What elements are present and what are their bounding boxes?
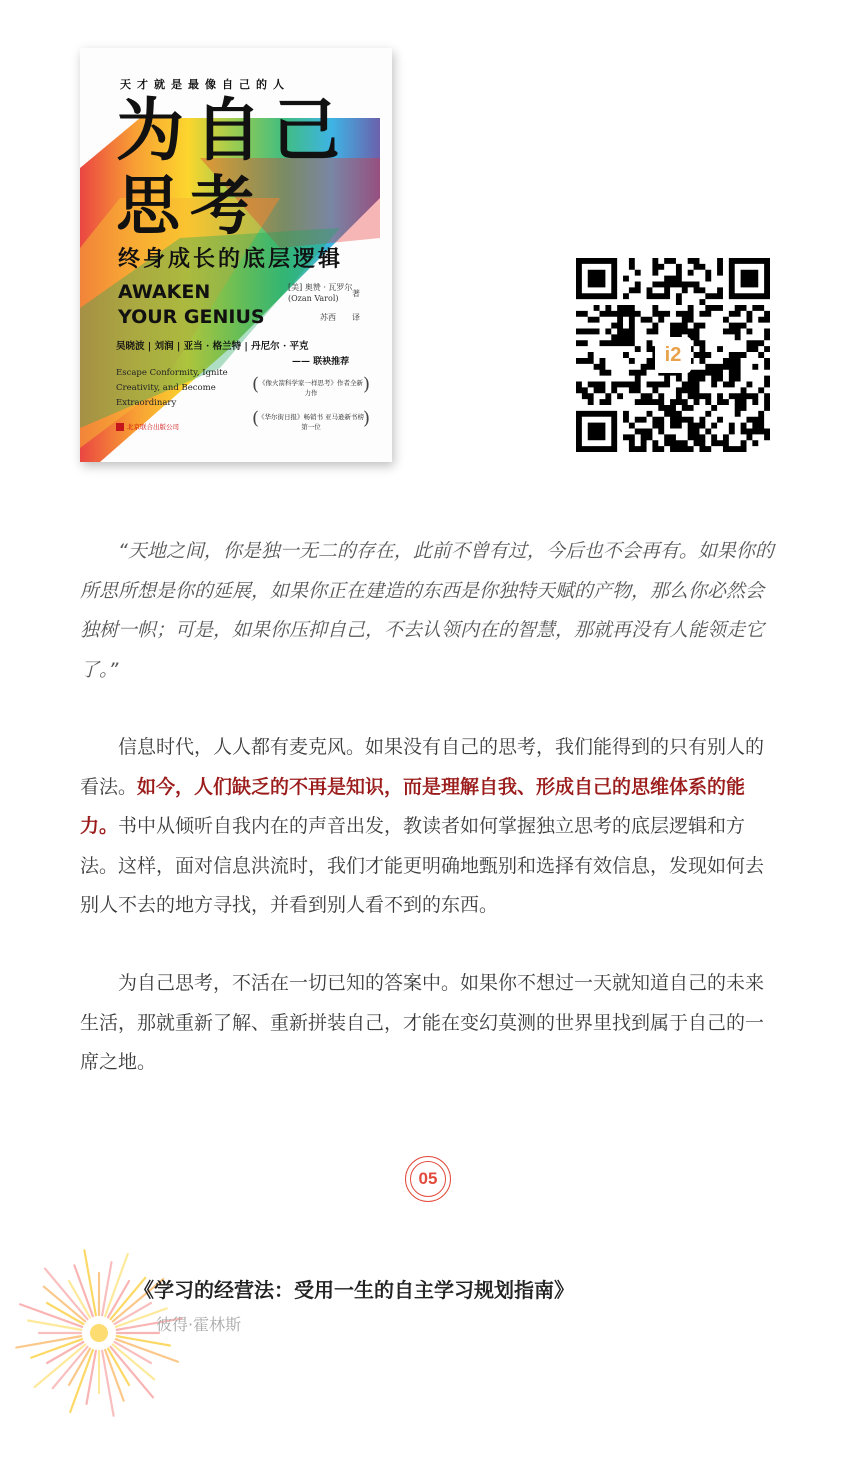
book-quote: “天地之间，你是独一无二的存在，此前不曾有过，今后也不会再有。如果你的所思所想是你的延展，如果你正在建造的东西是你独特天赋的产物，那么你必然会独树一帜；可是，如果你压抑自己，不去认领内在的智慧，那就再没有人能领走它了。” [80, 540, 774, 681]
qr-code[interactable] [576, 258, 770, 452]
next-book-author: 彼得·霍林斯 [156, 1315, 242, 1334]
cover-badge: ( 《华尔街日报》畅销书 亚马逊新书榜第一位 ) [256, 412, 366, 432]
author-name-en: (Ozan Varol) [288, 294, 339, 303]
paragraph-text: 书中从倾听自我内在的声音出发，教读者如何掌握独立思考的底层逻辑和方法。这样，面对信息洪流时，我们才能更明确地甄别和选择有效信息，发现如何去别人不去的地方寻找，并看到别人看不到的东西。 [80, 815, 765, 916]
next-book-title: 《学习的经营法：受用一生的自主学习规划指南》 [134, 1278, 574, 1302]
cover-publisher [116, 422, 179, 431]
cover-author [288, 282, 352, 304]
cover-tagline: 天才就是最像自己的人 [120, 78, 290, 91]
cover-english-subtitle: Escape Conformity, Ignite Creativity, and Become Extraordinary [116, 368, 228, 408]
qr-logo: i2 [655, 337, 691, 373]
paragraph-text: 信息时代，人人都有麦克风。如果没有自己的思考，我们能得到的只有别人的看法。 [80, 736, 765, 798]
cover-title-line2: 思考 [116, 170, 264, 244]
publisher-logo-icon [116, 423, 124, 431]
closing-paragraph: 为自己思考，不活在一切已知的答案中。如果你不想过一天就知道自己的未来生活，那就重新了解、重新拼装自己，才能在变幻莫测的世界里找到属于自己的一席之地。 [80, 972, 765, 1073]
translator-role: 译 [352, 313, 360, 322]
english-title-line2: YOUR GENIUS [118, 306, 265, 328]
cover-badge: ( 《像火箭科学家一样思考》作者全新力作 ) [256, 378, 366, 398]
book-cover [80, 48, 392, 462]
publisher-name: 北京联合出版公司 [127, 423, 179, 431]
section-number: 05 [410, 1161, 446, 1197]
highlighted-text: 如今，人们缺乏的不再是知识，而是理解自我、形成自己的思维体系的能力。 [80, 775, 746, 837]
cover-translator: 苏西 [320, 313, 336, 322]
english-title-line1: AWAKEN [118, 281, 211, 303]
cover-title-line1: 为自己 [116, 92, 351, 171]
author-role: 著 [352, 289, 360, 298]
description-paragraph [80, 728, 780, 926]
author-name: [美] 奥赞 · 瓦罗尔 [288, 283, 353, 292]
section-number-badge [405, 1156, 451, 1202]
cover-subtitle: 终身成长的底层逻辑 [118, 247, 344, 272]
cover-recommend-note: —— 联袂推荐 [292, 357, 350, 367]
cover-english-title [118, 280, 265, 330]
cover-recommenders: 吴晓波 | 刘润 | 亚当 · 格兰特 | 丹尼尔 · 平克 [116, 341, 309, 352]
